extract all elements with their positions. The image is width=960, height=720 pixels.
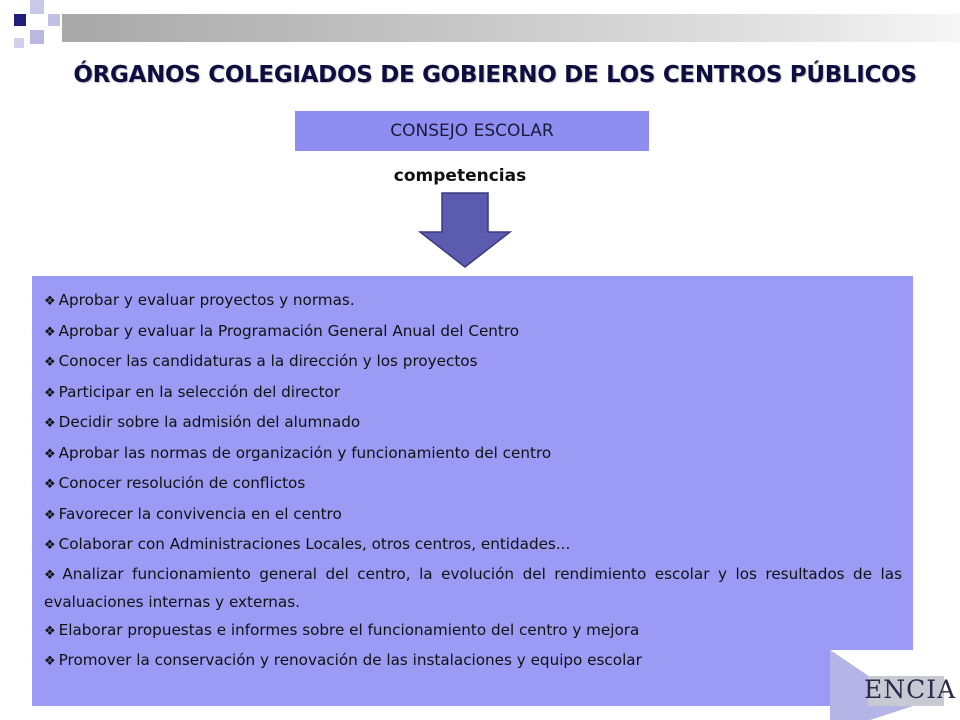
diamond-bullet-icon: ❖ <box>44 538 56 553</box>
list-item <box>44 500 902 531</box>
diamond-bullet-icon: ❖ <box>44 355 56 370</box>
diamond-bullet-icon: ❖ <box>44 507 56 523</box>
diamond-bullet-icon: ❖ <box>44 416 56 431</box>
list-item-text: Decidir sobre la admisión del alumnado <box>58 413 361 431</box>
decor-square <box>30 30 44 44</box>
list-item <box>44 317 902 348</box>
competencias-heading: competencias <box>393 166 527 186</box>
list-item-text: Aprobar y evaluar proyectos y normas. <box>58 291 355 309</box>
list-item-text: Promover la conservación y renovación de las instalaciones y equipo escolar <box>58 651 642 669</box>
list-item <box>44 408 902 439</box>
diamond-bullet-icon: ❖ <box>44 294 56 309</box>
list-item-text: Analizar funcionamiento general del centro, la evolución del rendimiento escolar y los resultados de las evaluaciones internas y externas. <box>44 564 902 611</box>
diamond-bullet-icon: ❖ <box>44 623 56 639</box>
page-title: ÓRGANOS COLEGIADOS DE GOBIERNO DE LOS CENTROS PÚBLICOS <box>73 62 917 88</box>
list-item <box>44 530 902 561</box>
diamond-bullet-icon: ❖ <box>44 324 56 340</box>
diamond-bullet-icon: ❖ <box>44 446 56 462</box>
down-arrow-icon <box>418 192 512 268</box>
diamond-bullet-icon: ❖ <box>44 654 56 669</box>
list-item-text: Colaborar con Administraciones Locales, otros centros, entidades... <box>58 535 571 553</box>
list-item-text: Elaborar propuestas e informes sobre el funcionamiento del centro y mejora <box>58 620 640 639</box>
list-item-text: Aprobar y evaluar la Programación General Anual del Centro <box>58 321 520 340</box>
list-item-text: Aprobar las normas de organización y funcionamiento del centro <box>58 443 552 462</box>
list-item-text: Conocer resolución de conflictos <box>58 474 306 492</box>
header-gradient-bar <box>62 14 960 42</box>
decor-square-dark <box>14 14 26 26</box>
list-item <box>44 561 902 616</box>
decor-square <box>48 14 60 26</box>
consejo-escolar-box <box>295 111 649 151</box>
list-item <box>44 616 902 647</box>
consejo-escolar-label: CONSEJO ESCOLAR <box>390 121 554 141</box>
list-item <box>44 347 902 378</box>
list-item-text: Participar en la selección del director <box>58 382 341 401</box>
competencias-list <box>44 286 902 677</box>
diamond-bullet-icon: ❖ <box>44 477 56 492</box>
decor-square <box>30 0 44 14</box>
list-item <box>44 378 902 409</box>
list-item <box>44 646 902 677</box>
list-item-text: Conocer las candidaturas a la dirección y los proyectos <box>58 352 478 370</box>
diamond-bullet-icon: ❖ <box>44 567 60 583</box>
list-item-text: Favorecer la convivencia en el centro <box>58 504 342 523</box>
list-item <box>44 469 902 500</box>
watermark-text: ENCIA <box>864 675 957 704</box>
diamond-bullet-icon: ❖ <box>44 385 56 401</box>
decor-square <box>14 38 24 48</box>
list-item <box>44 439 902 470</box>
list-item <box>44 286 902 317</box>
